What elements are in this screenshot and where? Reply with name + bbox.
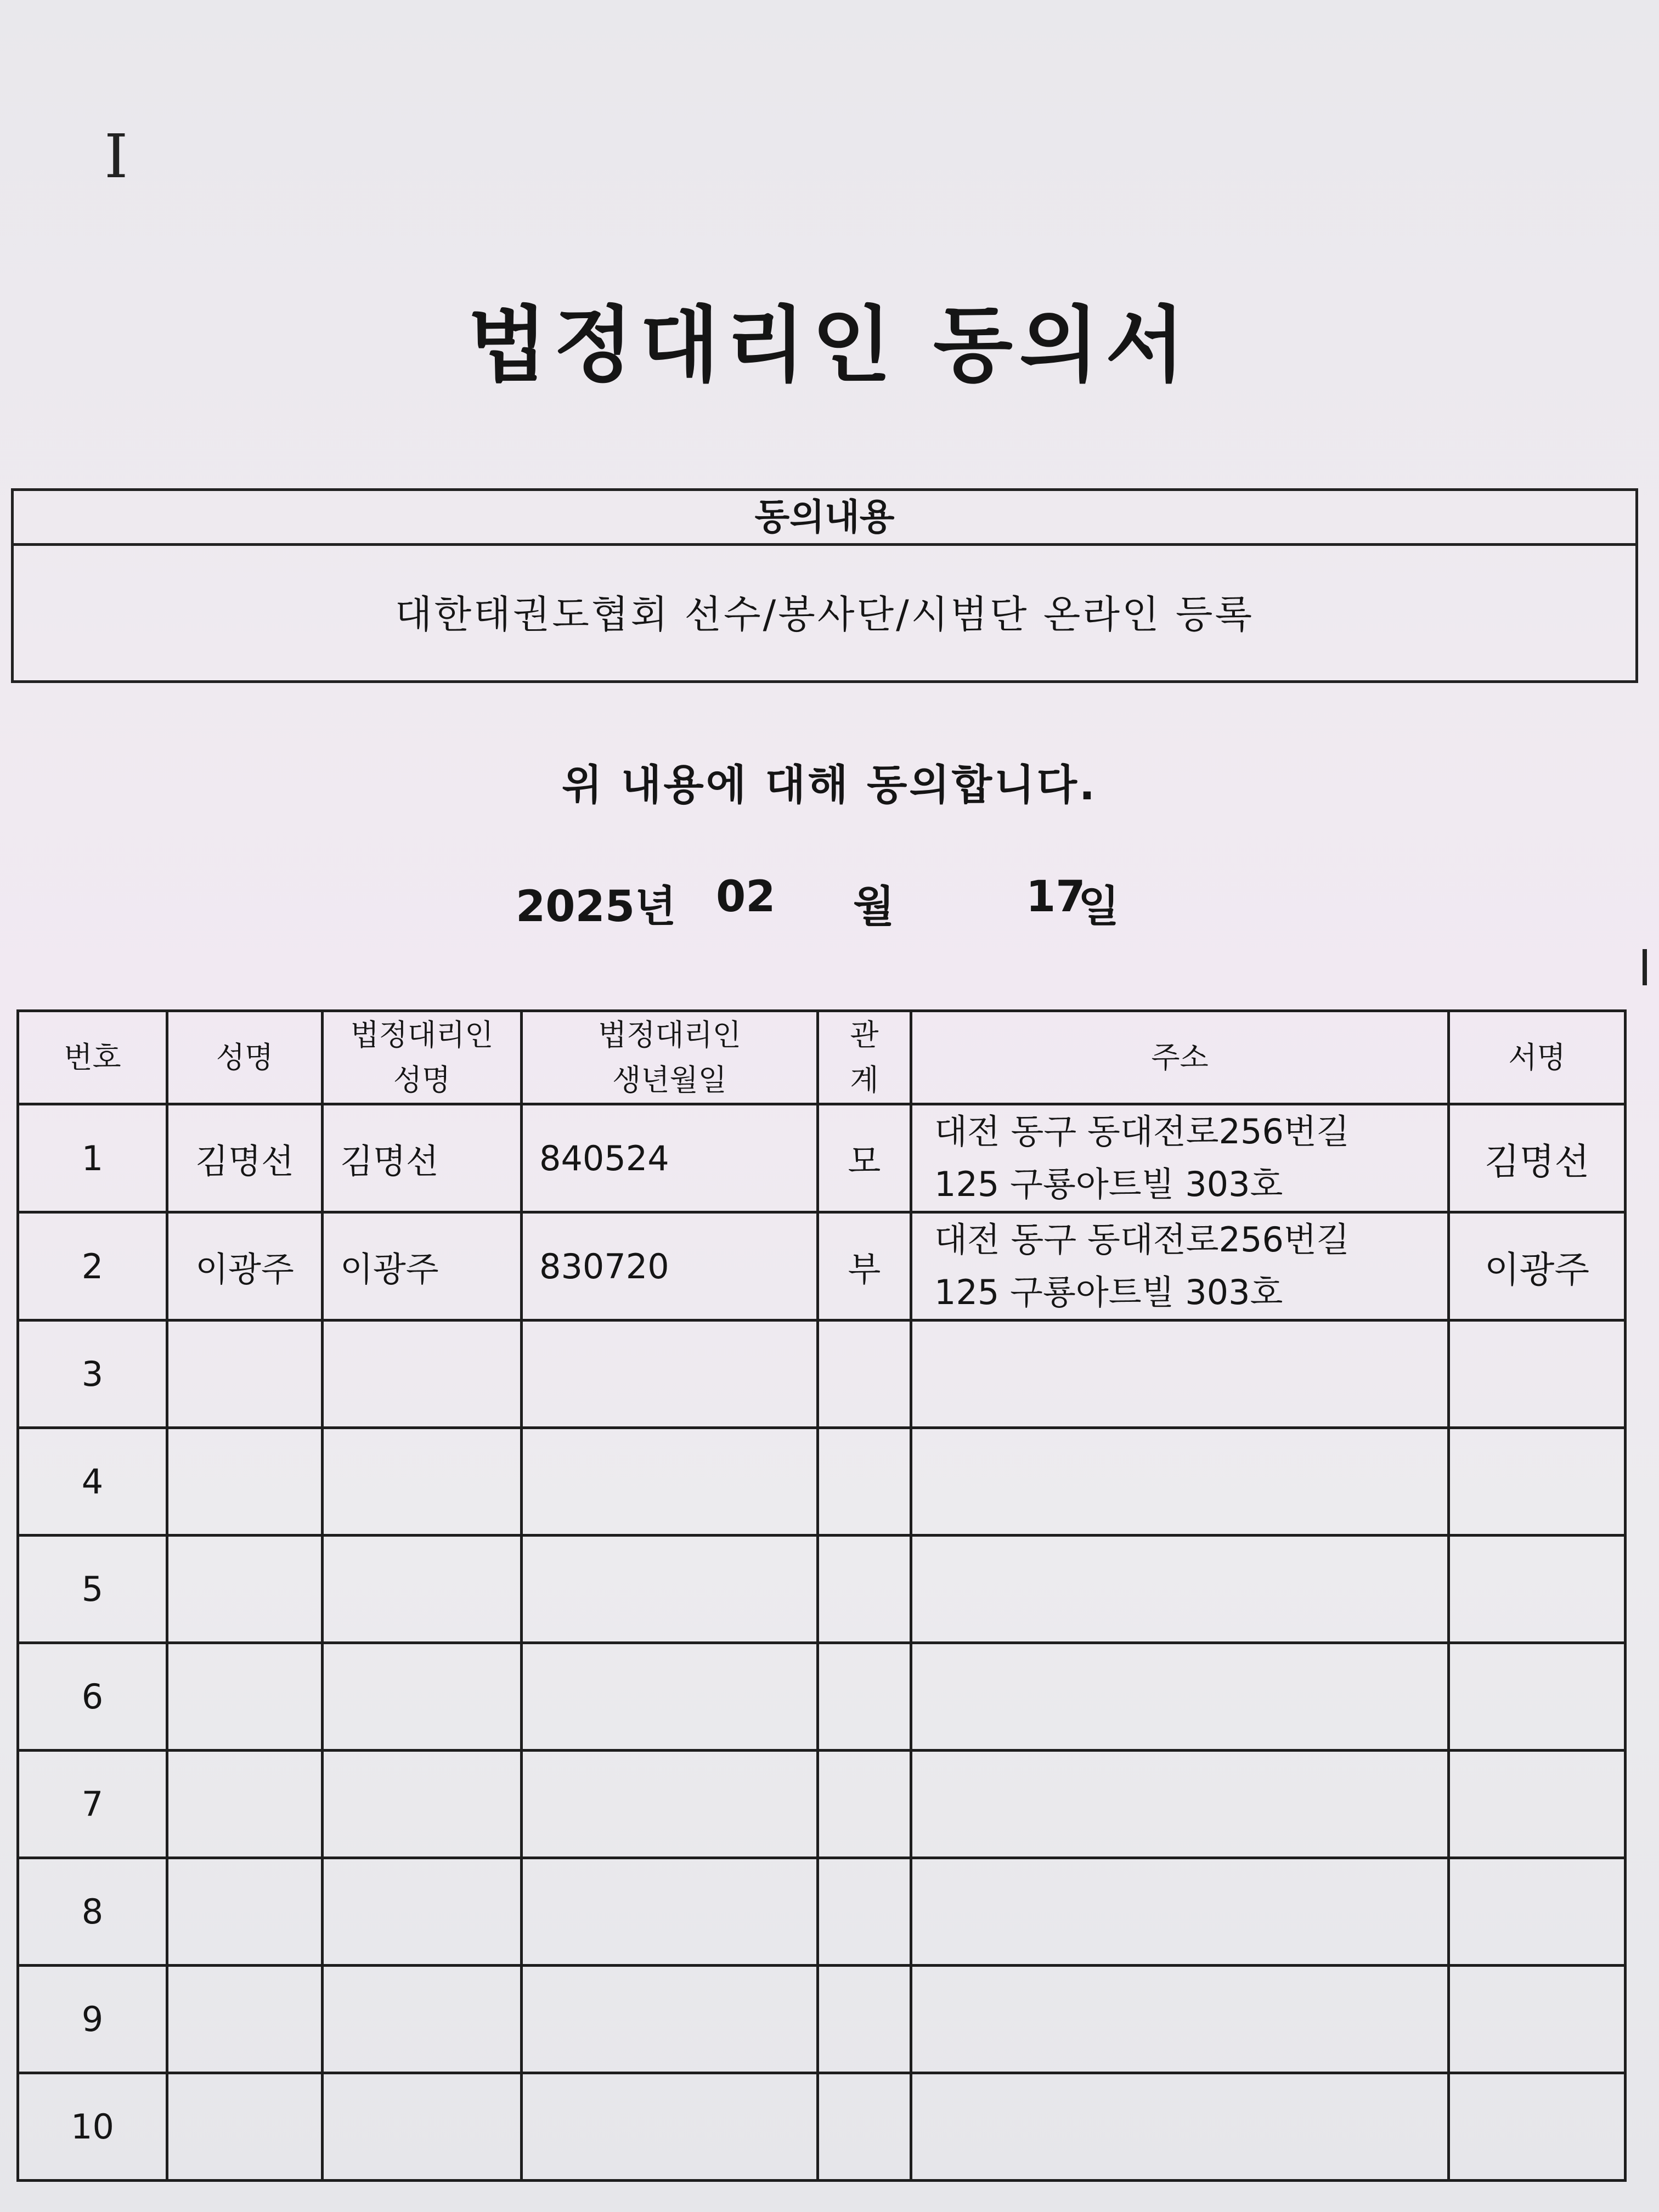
row-guardian-birth (522, 1643, 818, 1751)
row-signature: 김명선 (1449, 1104, 1626, 1212)
row-signature (1449, 1536, 1626, 1643)
row-address-line2: 125 구룡아트빌 303호 (934, 1164, 1283, 1204)
table-row (18, 1643, 1626, 1751)
row-guardian-name: 이광주 (323, 1212, 522, 1321)
row-guardian-birth (522, 2073, 818, 2181)
row-address (911, 1751, 1449, 1858)
row-guardian-name (323, 1536, 522, 1643)
row-guardian-birth (522, 1858, 818, 1966)
date-day: 17 (1026, 872, 1086, 922)
caret-icon (1643, 949, 1647, 985)
row-relation: 모 (818, 1104, 911, 1212)
date-day-unit: 일 (1078, 882, 1120, 932)
row-guardian-name (323, 1643, 522, 1751)
row-address (911, 1643, 1449, 1751)
row-address (911, 1428, 1449, 1536)
row-address (911, 2073, 1449, 2181)
row-guardian-birth (522, 1751, 818, 1858)
row-no: 5 (18, 1536, 167, 1643)
table-header-row (18, 1011, 1626, 1104)
row-guardian-birth (522, 1321, 818, 1428)
row-no: 3 (18, 1321, 167, 1428)
row-relation (818, 2073, 911, 2181)
row-guardian-birth: 830720 (522, 1212, 818, 1321)
row-relation (818, 1643, 911, 1751)
header-signature: 서명 (1449, 1011, 1626, 1104)
row-address (911, 1321, 1449, 1428)
document-title: 법정대리인 동의서 (467, 298, 1192, 393)
agreement-statement: 위 내용에 대해 동의합니다. (562, 760, 1097, 809)
row-address (911, 1858, 1449, 1966)
row-signature (1449, 1858, 1626, 1966)
header-name: 성명 (167, 1011, 323, 1104)
row-signature (1449, 1751, 1626, 1858)
row-guardian-name (323, 1858, 522, 1966)
header-relation-line1: 관 (850, 1017, 879, 1052)
table-row (18, 2073, 1626, 2181)
row-address (911, 1212, 1449, 1321)
row-relation (818, 1751, 911, 1858)
row-address-line1: 대전 동구 동대전로256번길 (934, 1220, 1350, 1260)
table-row (18, 1428, 1626, 1536)
row-no: 2 (18, 1212, 167, 1321)
row-no: 1 (18, 1104, 167, 1212)
row-address (911, 1966, 1449, 2073)
row-no: 6 (18, 1643, 167, 1751)
table-row (18, 1321, 1626, 1428)
row-signature (1449, 1321, 1626, 1428)
row-name: 이광주 (167, 1212, 323, 1321)
row-guardian-birth (522, 1966, 818, 2073)
table-row (18, 1966, 1626, 2073)
row-relation: 부 (818, 1212, 911, 1321)
row-guardian-birth: 840524 (522, 1104, 818, 1212)
row-guardian-name: 김명선 (323, 1104, 522, 1212)
row-guardian-name (323, 1428, 522, 1536)
row-address-line2: 125 구룡아트빌 303호 (934, 1272, 1283, 1312)
guardian-table (16, 1009, 1627, 2182)
date-year: 2025년 (516, 882, 676, 932)
row-no: 8 (18, 1858, 167, 1966)
header-no: 번호 (18, 1011, 167, 1104)
row-relation (818, 1858, 911, 1966)
header-address: 주소 (911, 1011, 1449, 1104)
row-name (167, 1858, 323, 1966)
row-name (167, 1536, 323, 1643)
table-row (18, 1104, 1626, 1212)
row-guardian-birth (522, 1536, 818, 1643)
header-guardian-birth-line2: 생년월일 (612, 1062, 727, 1097)
row-name (167, 2073, 323, 2181)
consent-header: 동의내용 (14, 491, 1635, 546)
header-guardian-name-line1: 법정대리인 (350, 1017, 494, 1052)
header-guardian-birth-line1: 법정대리인 (598, 1017, 741, 1052)
row-no: 7 (18, 1751, 167, 1858)
row-name (167, 1966, 323, 2073)
row-signature (1449, 1966, 1626, 2073)
row-relation (818, 1321, 911, 1428)
row-name (167, 1751, 323, 1858)
row-guardian-name (323, 1321, 522, 1428)
table-row (18, 1212, 1626, 1321)
header-relation (818, 1011, 911, 1104)
row-address (911, 1536, 1449, 1643)
row-signature (1449, 2073, 1626, 2181)
row-relation (818, 1536, 911, 1643)
consent-box (11, 488, 1638, 683)
table-row (18, 1751, 1626, 1858)
text-cursor-icon: I (104, 121, 128, 191)
row-no: 9 (18, 1966, 167, 2073)
row-guardian-name (323, 2073, 522, 2181)
table-row (18, 1858, 1626, 1966)
header-relation-line2: 계 (850, 1062, 879, 1097)
row-address-line1: 대전 동구 동대전로256번길 (934, 1111, 1350, 1152)
row-guardian-name (323, 1966, 522, 2073)
consent-text: 대한태권도협회 선수/봉사단/시범단 온라인 등록 (394, 592, 1255, 637)
row-no: 4 (18, 1428, 167, 1536)
header-guardian-birth (522, 1011, 818, 1104)
row-signature (1449, 1643, 1626, 1751)
row-no: 10 (18, 2073, 167, 2181)
row-name (167, 1321, 323, 1428)
row-address (911, 1104, 1449, 1212)
row-name: 김명선 (167, 1104, 323, 1212)
row-guardian-birth (522, 1428, 818, 1536)
header-guardian-name (323, 1011, 522, 1104)
row-relation (818, 1966, 911, 2073)
row-name (167, 1428, 323, 1536)
row-signature: 이광주 (1449, 1212, 1626, 1321)
row-guardian-name (323, 1751, 522, 1858)
row-relation (818, 1428, 911, 1536)
table-row (18, 1536, 1626, 1643)
date-month: 02 (716, 872, 776, 922)
header-guardian-name-line2: 성명 (393, 1062, 451, 1097)
row-signature (1449, 1428, 1626, 1536)
row-name (167, 1643, 323, 1751)
date-month-unit: 월 (853, 882, 895, 932)
